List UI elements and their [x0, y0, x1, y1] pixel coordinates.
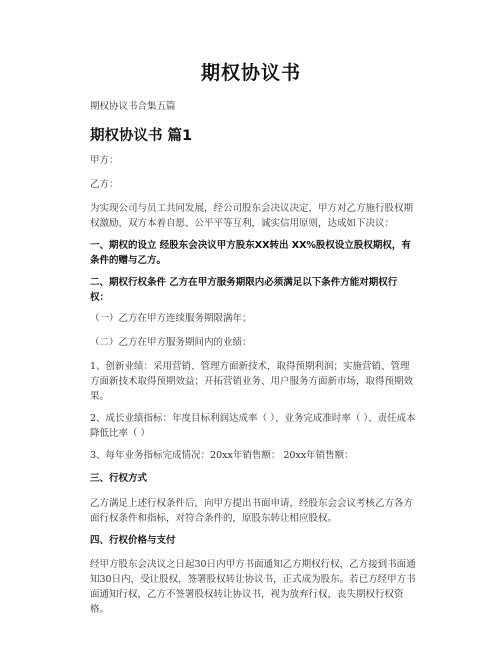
- clause-heading-1: 一、期权的设立 经股东会决议甲方股东XX转出 XX%股权设立股权期权，有条件的赠与乙方。: [90, 240, 411, 266]
- condition-2: （二）乙方在甲方服务期间内的业绩：: [90, 337, 252, 348]
- party-a-line: 甲方：: [90, 155, 119, 166]
- party-b-line: 乙方：: [90, 179, 119, 190]
- section-heading: 期权协议书 篇1: [90, 128, 193, 144]
- document-title: 期权协议书: [200, 62, 301, 84]
- performance-item-2: 2、成长业绩指标：年度目标利润达成率（ ）、业务完成准时率（ ）、责任成本降低比率（ ）: [90, 413, 416, 439]
- clause-heading-2: 二、期权行权条件 乙方在甲方服务期限内必须满足以下条件方能对期权行权：: [90, 277, 398, 303]
- price-paragraph: 经甲方股东会决议之日起30日内甲方书面通知乙方期权行权，乙方接到书面通知30日内，受让股权，签署股权转让协议书，正式成为股东。若已方经甲方书面通知行权，乙方不签署股权转让协议书，视为放弃行权，丧失期权行权资格。: [90, 559, 416, 615]
- clause-heading-3: 三、行权方式: [90, 473, 148, 484]
- clause-heading-4: 四、行权价格与支付: [90, 535, 176, 546]
- condition-1: （一）乙方在甲方连续服务期限满年；: [90, 313, 252, 324]
- performance-item-3: 3、每年业务指标完成情况：20xx年销售额： 20xx年销售额：: [90, 450, 354, 461]
- exercise-paragraph: 乙方满足上述行权条件后，向甲方提出书面申请，经股东会会议考核乙方各方面行权条件和指标，对符合条件的，原股东转让相应股权。: [90, 498, 414, 524]
- performance-item-1: 1、创新业绩：采用营销、管理方面新技术，取得预期利润；实施营销、管理方面新技术取得预期效益；开拓营销业务、用户服务方面新市场，取得预期效果。: [90, 361, 414, 402]
- document-subtitle: 期权协议书合集五篇: [90, 101, 176, 112]
- intro-paragraph: 为实现公司与员工共同发展，经公司股东会决议决定，甲方对乙方施行股权期权激励，双方本着自愿、公平平等互利，诚实信用原则，达成如下决议：: [90, 203, 414, 229]
